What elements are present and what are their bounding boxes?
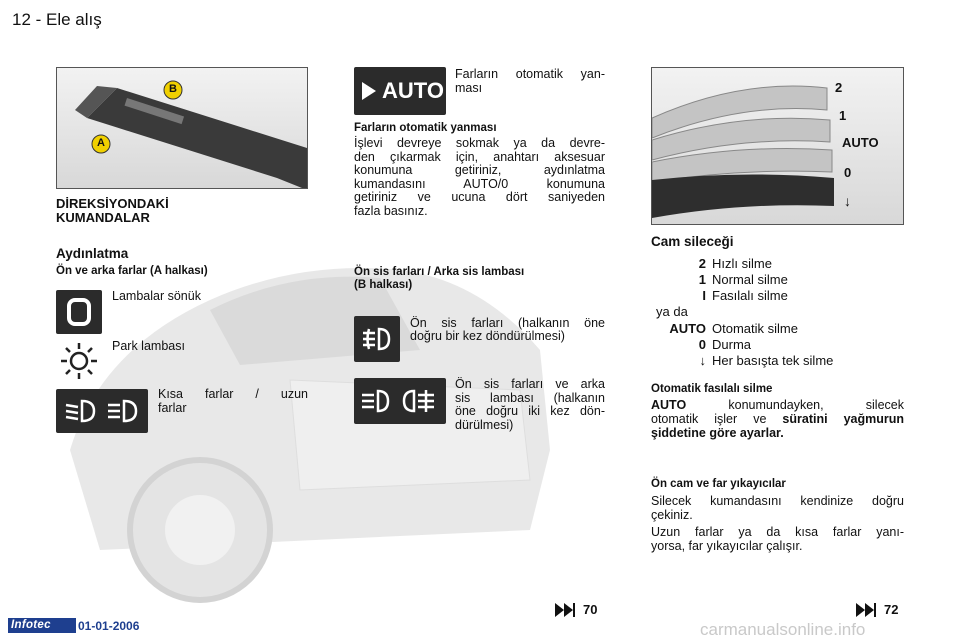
wiper-row — [650, 337, 751, 352]
wiper-or-label: ya da — [656, 304, 688, 319]
washer-heading: Ön cam ve far yıkayıcılar — [651, 478, 786, 490]
dipped-beam-label-line2: farlar — [158, 401, 187, 415]
auto-caption-line1: Farların otomatik yan- — [455, 67, 605, 81]
wiper-value: Otomatik silme — [712, 321, 798, 336]
front-rear-fog-paragraph — [455, 378, 605, 432]
front-rear-fog-symbol — [354, 378, 446, 424]
lighting-stalk-drawing — [57, 68, 308, 189]
wiper-photo-label-1: 1 — [839, 108, 847, 123]
watermark: carmanualsonline.info — [700, 620, 866, 639]
wiper-photo-label-auto: AUTO — [842, 135, 879, 150]
auto-paragraph-line: den çıkarmak için, anahtarı aksesuar — [354, 149, 605, 164]
ring-label-a: A — [97, 137, 105, 149]
wiper-row — [650, 353, 833, 368]
wiper-value: Fasılalı silme — [712, 288, 788, 303]
page-link-72[interactable] — [856, 602, 898, 617]
lighting-stalk-photo — [56, 67, 308, 189]
wiper-row — [650, 321, 798, 336]
wiper-key: 2 — [698, 256, 706, 271]
single-wipe-arrow-icon: ↓ — [844, 193, 851, 209]
lighting-subheading: Ön ve arka farlar (A halkası) — [56, 265, 208, 277]
fog-paragraph-line: dürülmesi) — [455, 417, 514, 432]
auto-wipe-text: konumundayken, silecek — [728, 398, 904, 412]
fast-forward-icon — [856, 603, 876, 617]
wiper-key: 1 — [698, 272, 706, 287]
fog-paragraph-line: sis lambası (halkanın — [455, 390, 605, 405]
dipped-beam-label-line1: Kısa farlar / uzun — [158, 387, 308, 401]
auto-lighting-paragraph — [354, 137, 605, 218]
auto-paragraph-line: konumuna getiriniz, aydınlatma — [354, 163, 605, 177]
lighting-heading: Aydınlatma — [56, 246, 129, 261]
ring-label-b: B — [169, 83, 177, 95]
front-fog-icon — [361, 325, 393, 353]
page-link-number: 70 — [583, 602, 598, 617]
fog-heading-line1: Ön sis farları / Arka sis lambası — [354, 266, 525, 278]
wiper-heading: Cam sileceği — [651, 234, 734, 249]
wiper-photo-label-2: 2 — [835, 80, 843, 95]
auto-wipe-key: AUTO — [651, 398, 687, 412]
washer-line2: çekiniz. — [651, 508, 693, 522]
auto-badge-text: AUTO — [382, 78, 444, 103]
auto-wipe-emphasis: süratini yağmurun — [782, 412, 905, 426]
fog-paragraph-line: öne doğru iki kez dön- — [455, 404, 605, 418]
auto-wipe-text: otomatik işler ve — [651, 412, 783, 426]
lamps-off-symbol — [56, 290, 102, 334]
auto-lighting-heading: Farların otomatik yanması — [354, 122, 497, 134]
front-rear-fog-icon — [360, 387, 440, 415]
front-fog-line2: doğru bir kez döndürülmesi) — [410, 329, 565, 343]
footer-date: 01-01-2006 — [78, 619, 140, 633]
auto-wipe-line2 — [651, 413, 904, 427]
front-fog-line1: Ön sis farları (halkanın öne — [410, 316, 605, 330]
auto-caption-line2: ması — [455, 81, 483, 95]
park-lamp-icon — [59, 341, 99, 381]
fog-heading-line2: (B halkası) — [354, 279, 413, 291]
lamps-off-label: Lambalar sönük — [112, 289, 201, 303]
wiper-value: Durma — [712, 337, 752, 352]
fast-forward-icon — [555, 603, 575, 617]
wiper-row — [650, 288, 788, 303]
wiper-key: AUTO — [669, 321, 706, 336]
auto-paragraph-line: kumandasını AUTO/0 konumuna — [354, 176, 605, 191]
page-link-number: 72 — [884, 602, 899, 617]
page-link-70[interactable] — [555, 602, 597, 617]
section-title: DİREKSİYONDAKİ KUMANDALAR — [56, 196, 169, 225]
wiper-value: Hızlı silme — [712, 256, 772, 271]
infotec-logo: Infotec — [8, 618, 76, 633]
wiper-value: Her basışta tek silme — [712, 353, 834, 368]
fog-paragraph-line: Ön sis farları ve arka — [455, 377, 605, 391]
wiper-key: 0 — [698, 337, 706, 352]
wiper-row — [650, 272, 788, 287]
auto-paragraph-line: getiriniz ve ucuna dört saniyeden — [354, 190, 605, 204]
auto-paragraph-line: İşlevi devreye sokmak ya da devre- — [354, 136, 605, 150]
auto-lighting-symbol — [354, 67, 446, 115]
page-title: 12 - Ele alış — [12, 10, 102, 29]
park-lamp-label: Park lambası — [112, 339, 185, 353]
auto-wipe-line3: şiddetine göre ayarlar. — [651, 426, 784, 440]
wiper-photo-label-0: 0 — [844, 165, 852, 180]
dipped-main-beam-icon — [62, 397, 142, 425]
wiper-key: I — [702, 288, 706, 303]
wiper-stalk-photo — [651, 67, 904, 225]
auto-wipe-line1 — [651, 399, 904, 413]
play-arrow-icon — [362, 82, 376, 100]
washer-line1: Silecek kumandasını kendinize doğru — [651, 494, 904, 508]
zero-icon — [64, 296, 94, 328]
headlamp-symbol — [56, 389, 148, 433]
front-fog-symbol — [354, 316, 400, 362]
auto-wipe-heading: Otomatik fasılalı silme — [651, 383, 773, 395]
wiper-value: Normal silme — [712, 272, 788, 287]
wiper-key: ↓ — [699, 353, 706, 368]
washer-line3: Uzun farlar ya da kısa farlar yanı- — [651, 525, 904, 539]
washer-line4: yorsa, far yıkayıcılar çalışır. — [651, 539, 803, 553]
park-lamp-symbol — [56, 339, 102, 383]
wiper-row — [650, 256, 772, 271]
auto-paragraph-line: fazla basınız. — [354, 203, 428, 218]
